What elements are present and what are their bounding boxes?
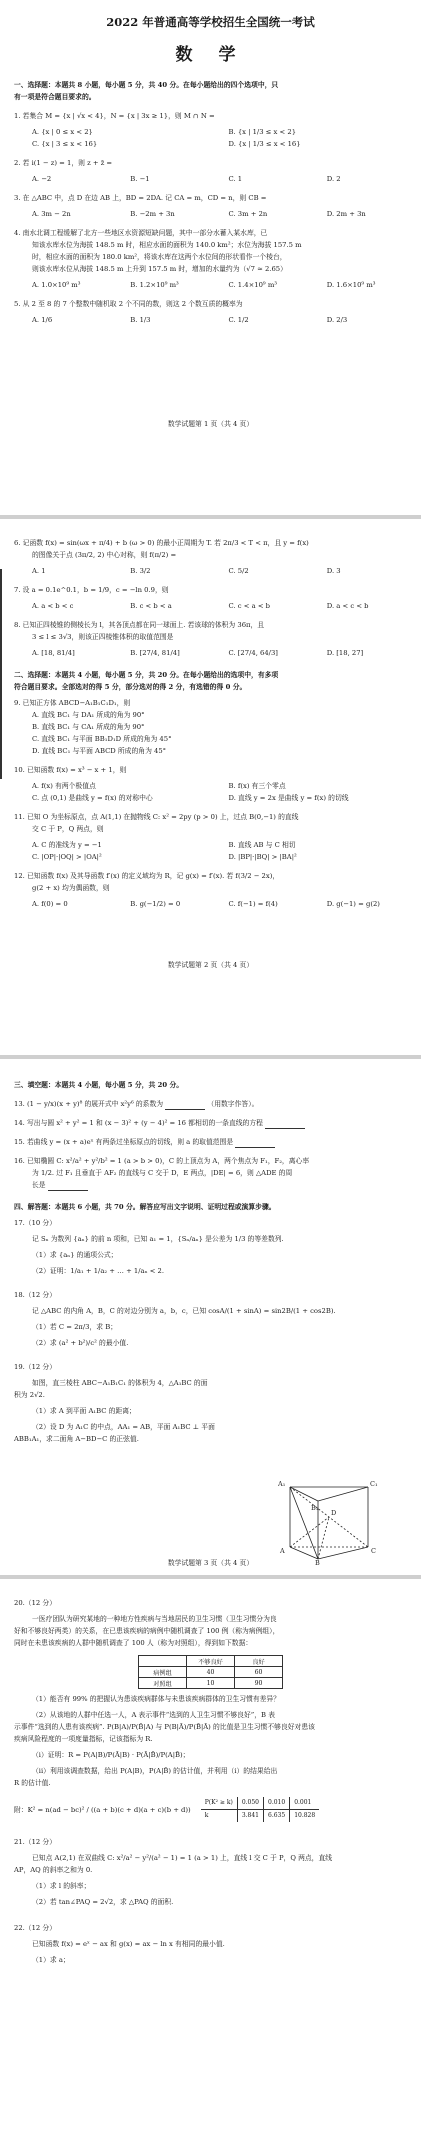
section-2-instructions [14, 669, 407, 693]
label-d: D [331, 1509, 337, 1517]
question-12-options [14, 898, 407, 910]
q1-option-b: B. {x | 1/3 ≤ x < 2} [228, 128, 297, 136]
question-20-part-2a: （2）从该地的人群中任选一人，A 表示事件“选到的人卫生习惯不够良好”，B 表 [32, 1711, 275, 1719]
survey-data-table [138, 1655, 283, 1689]
q2-option-c: C. 1 [228, 175, 243, 183]
q11-line-1: 11. 已知 O 为坐标原点，点 A(1,1) 在抛物线 C: x² = 2py (p > 0) 上，过点 B(0,−1) 的直线 [14, 813, 299, 821]
q11-option-d: D. |BP|·|BQ| > |BA|² [228, 853, 297, 861]
question-20-part-2b: 示事件“选到的人患有该疾病”. P(B|A)/P(B̄|A) 与 P(B|Ā)/P(B̄|Ā) 的比值是卫生习惯不够良好对患该 [14, 1723, 315, 1731]
q13-text: 13. (1 − y/x)(x + y)⁸ 的展开式中 x²y⁶ 的系数为 [14, 1100, 164, 1108]
q1-option-c: C. {x | 3 ≤ x < 16} [32, 140, 98, 148]
exam-page-4 [0, 1579, 421, 2130]
q12-line-2: g(2 + x) 均为偶函数，则 [32, 884, 110, 892]
q7-option-b: B. c < b < a [130, 602, 172, 610]
question-4 [14, 227, 407, 275]
q6-option-b: B. 3/2 [130, 567, 151, 575]
section-4-lead: 四、解答题：本题共 6 小题，共 70 分。解答应写出文字说明、证明过程或演算步骤。 [14, 1203, 276, 1211]
section-1-cont: 有一项是符合题目要求的。 [14, 93, 96, 101]
table-cell: 6.635 [264, 1810, 290, 1823]
q10-option-a: A. f(x) 有两个极值点 [32, 782, 96, 790]
scan-edge-line [0, 569, 2, 779]
q4-option-d: D. 1.6×10⁹ m³ [326, 281, 376, 289]
question-20-part-ii-b: R 的估计值. [14, 1779, 51, 1787]
table-cell: 对照组 [139, 1678, 187, 1689]
question-16 [14, 1155, 407, 1191]
question-12 [14, 870, 407, 894]
q9-option-d: D. 直线 BC₁ 与平面 ABCD 所成的角为 45° [32, 747, 167, 755]
label-c1: C₁ [370, 1480, 378, 1488]
q5-option-c: C. 1/2 [228, 316, 249, 324]
q8-line-1: 8. 已知正四棱锥的侧棱长为 l，其各顶点都在同一球面上. 若该球的体积为 36π，且 [14, 621, 265, 629]
q16-line-1: 16. 已知椭圆 C: x²/a² + y²/b² = 1 (a > b > 0)，C 的上顶点为 A，两个焦点为 F₁，F₂，离心率 [14, 1157, 310, 1165]
question-13 [14, 1098, 407, 1110]
q12-option-a: A. f(0) = 0 [32, 900, 68, 908]
label-a: A [280, 1547, 285, 1555]
table-cell: 10.828 [290, 1810, 320, 1823]
question-20-heading: 20.（12 分） [14, 1599, 57, 1607]
q3-option-c: C. 3m + 2n [228, 210, 268, 218]
page-2-footer: 数学试题第 2 页（共 4 页） [167, 961, 254, 969]
table-cell: 0.050 [237, 1797, 263, 1810]
q5-option-d: D. 2/3 [326, 316, 348, 324]
q3-option-b: B. −2m + 3n [130, 210, 175, 218]
question-20-intro [14, 1613, 407, 1649]
table-cell: 0.010 [264, 1797, 290, 1810]
question-18-part-2: （2）求 (a² + b²)/c² 的最小值. [32, 1339, 129, 1347]
q7-option-a: A. a < b < c [32, 602, 74, 610]
q21-line-2: AP，AQ 的斜率之和为 0. [14, 1866, 93, 1874]
question-17-part-1: （1）求 {aₙ} 的通项公式； [32, 1251, 118, 1259]
label-b: B [315, 1559, 320, 1565]
q11-option-c: C. |OP|·|OQ| > |OA|² [32, 853, 102, 861]
q19-line-1: 如图，直三棱柱 ABC−A₁B₁C₁ 的体积为 4，△A₁BC 的面 [32, 1379, 208, 1387]
section-2-lead: 二、选择题：本题共 4 小题，每小题 5 分，共 20 分。在每小题给出的选项中，有多项 [14, 671, 279, 679]
question-10-options [14, 780, 407, 804]
page-3-footer: 数学试题第 3 页（共 4 页） [167, 1559, 254, 1567]
section-4-instructions [14, 1201, 407, 1213]
q2-option-d: D. 2 [326, 175, 341, 183]
q9-option-b: B. 直线 BC₁ 与 CA₁ 所成的角为 90° [32, 723, 145, 731]
q14-text: 14. 写出与圆 x² + y² = 1 和 (x − 3)² + (y − 4)² = 16 都相切的一条直线的方程 [14, 1119, 263, 1127]
question-5-options [14, 314, 407, 326]
q7-option-d: D. a < c < b [326, 602, 369, 610]
q15-answer-blank [235, 1140, 275, 1148]
q14-answer-blank [265, 1121, 305, 1129]
q8-line-2: 3 ≤ l ≤ 3√3，则该正四棱锥体积的取值范围是 [32, 633, 174, 641]
table-header-cell: 良好 [235, 1656, 283, 1667]
question-19-part-2a: （2）设 D 为 A₁C 的中点，AA₁ = AB，平面 A₁BC ⊥ 平面 [32, 1423, 215, 1431]
question-14 [14, 1117, 407, 1129]
q4-line-2: 知该水库水位为海拔 148.5 m 时，相应水面的面积为 140.0 km²；水位为海拔 157.5 m [32, 241, 302, 249]
question-11 [14, 811, 407, 835]
question-9-options [14, 709, 407, 757]
q3-option-d: D. 2m + 3n [326, 210, 366, 218]
question-6-options [14, 565, 407, 577]
segment-a-d [290, 1517, 329, 1547]
q11-option-b: B. 直线 AB 与 C 相切 [228, 841, 296, 849]
q8-option-c: C. [27/4, 64/3] [228, 649, 278, 657]
question-22-part-1: （1）求 a； [32, 1956, 70, 1964]
question-15 [14, 1136, 407, 1148]
question-8 [14, 619, 407, 643]
section-1-instructions [14, 79, 407, 103]
table-cell: 3.841 [237, 1810, 263, 1823]
table-header-row [139, 1656, 283, 1667]
table-cell: 10 [187, 1678, 235, 1689]
question-8-options [14, 647, 407, 659]
question-21-heading: 21.（12 分） [14, 1838, 57, 1846]
q12-option-d: D. g(−1) = g(2) [326, 900, 380, 908]
q8-option-d: D. [18, 27] [326, 649, 364, 657]
section-3-instructions [14, 1079, 407, 1091]
critical-value-table [201, 1797, 319, 1822]
label-a1: A₁ [278, 1480, 286, 1488]
table-cell: P(K² ≥ k) [201, 1797, 238, 1810]
q5-option-b: B. 1/3 [130, 316, 151, 324]
question-2: 2. 若 i(1 − z) = 1，则 z + z̄ = [14, 159, 113, 167]
section-1-lead: 一、选择题：本题共 8 小题，每小题 5 分，共 40 分。在每小题给出的四个选项中，只 [14, 81, 279, 89]
q8-option-a: A. [18, 81/4] [32, 649, 75, 657]
table-cell: 60 [235, 1667, 283, 1678]
label-c: C [371, 1547, 376, 1555]
question-3: 3. 在 △ABC 中，点 D 在边 AB 上，BD = 2DA. 记 CA = m，CD = n，则 CB = [14, 194, 267, 202]
question-20-part-i: （i）证明：R = P(A|B)/P(Ā|B) · P(Ā|B̄)/P(A|B̄)； [32, 1751, 190, 1759]
table-row [201, 1797, 319, 1810]
question-20-part-ii-a: （ii）利用该调查数据，给出 P(A|B)，P(A|B̄) 的估计值，并利用（i）的结果给出 [32, 1767, 278, 1775]
question-19-heading: 19.（12 分） [14, 1363, 57, 1371]
q7-option-c: C. c < a < b [228, 602, 271, 610]
segment-b-d [318, 1517, 329, 1559]
q9-option-c: C. 直线 BC₁ 与平面 BB₁D₁D 所成的角为 45° [32, 735, 172, 743]
question-21-part-1: （1）求 l 的斜率； [32, 1882, 91, 1890]
question-9: 9. 已知正方体 ABCD−A₁B₁C₁D₁，则 [14, 699, 131, 707]
q20-line-1: 一医疗团队为研究某地的一种地方性疾病与当地居民的卫生习惯（卫生习惯分为良 [32, 1615, 277, 1623]
edge-b1-c1 [318, 1487, 368, 1501]
section-2-cont: 符合题目要求。全部选对的得 5 分，部分选对的得 2 分，有选错的得 0 分。 [14, 683, 247, 691]
q20-line-3: 同时在未患该疾病的人群中随机调查了 100 人（称为对照组），得到如下数据： [14, 1639, 253, 1647]
question-4-options [14, 279, 407, 291]
question-19-text [14, 1377, 269, 1445]
subject-title: 数 学 [175, 45, 246, 65]
q16-line-3: 长是 [32, 1181, 46, 1189]
question-18-body: 记 △ABC 的内角 A，B，C 的对边分别为 a，b，c，已知 cosA/(1 + sinA) = sin2B/(1 + cos2B). [32, 1307, 336, 1315]
question-6 [14, 537, 407, 561]
table-cell: k [204, 1812, 209, 1819]
exam-page-2 [0, 519, 421, 1055]
question-7-options [14, 600, 407, 612]
q10-option-b: B. f(x) 有三个零点 [228, 782, 286, 790]
question-3-options [14, 208, 407, 220]
question-18-part-1: （1）若 C = 2π/3，求 B； [32, 1323, 118, 1331]
question-17-body: 记 Sₙ 为数列 {aₙ} 的前 n 项和，已知 a₁ = 1，{Sₙ/aₙ} 是公差为 1/3 的等差数列. [32, 1235, 284, 1243]
table-cell: 0.001 [290, 1797, 320, 1810]
question-1-options [14, 126, 407, 150]
q4-option-b: B. 1.2×10⁹ m³ [130, 281, 179, 289]
section-3-lead: 三、填空题：本题共 4 小题，每小题 5 分，共 20 分。 [14, 1081, 184, 1089]
q2-option-b: B. −1 [130, 175, 150, 183]
q6-option-d: D. 3 [326, 567, 341, 575]
question-21-part-2: （2）若 tan∠PAQ = 2√2，求 △PAQ 的面积. [32, 1898, 174, 1906]
q2-option-a: A. −2 [32, 175, 52, 183]
table-cell: 90 [235, 1678, 283, 1689]
q12-option-b: B. g(−1/2) = 0 [130, 900, 181, 908]
k-squared-formula: 附：K² = n(ad − bc)² / ((a + b)(c + d)(a + c)(b + d)) [14, 1805, 191, 1814]
q3-option-a: A. 3m − 2n [32, 210, 71, 218]
q16-answer-blank [48, 1183, 88, 1191]
q10-option-c: C. 点 (0,1) 是曲线 y = f(x) 的对称中心 [32, 794, 153, 802]
question-1: 1. 若集合 M = {x | √x < 4}，N = {x | 3x ≥ 1}，则 M ∩ N = [14, 112, 215, 120]
q4-line-4: 则该水库水位从海拔 148.5 m 上升到 157.5 m 时，增加的水量约为（√7 ≈ 2.65） [32, 265, 287, 273]
q16-line-2: 为 1/2. 过 F₁ 且垂直于 AF₂ 的直线与 C 交于 D，E 两点，|DE| = 6，则 △ADE 的周 [32, 1169, 293, 1177]
q13-tail: （用数字作答）。 [207, 1100, 259, 1108]
question-17-heading: 17.（10 分） [14, 1219, 57, 1227]
q13-answer-blank [165, 1102, 205, 1110]
table-header-cell [139, 1656, 187, 1667]
exam-page-1 [0, 0, 421, 515]
q15-text: 15. 若曲线 y = (x + a)eˣ 有两条过坐标原点的切线，则 a 的取值范围是 [14, 1138, 234, 1146]
q6-option-c: C. 5/2 [228, 567, 249, 575]
q9-option-a: A. 直线 BC₁ 与 DA₁ 所成的角为 90° [32, 711, 145, 719]
q10-option-d: D. 直线 y = 2x 是曲线 y = f(x) 的切线 [228, 794, 349, 802]
q4-option-a: A. 1.0×10⁹ m³ [32, 281, 81, 289]
question-19-part-2b: ABB₁A₁，求二面角 A−BD−C 的正弦值. [14, 1435, 139, 1443]
question-11-options [14, 839, 407, 863]
q22-line-1: 已知函数 f(x) = eˣ − ax 和 g(x) = ax − ln x 有相同的最小值. [32, 1940, 225, 1948]
table-row [139, 1678, 283, 1689]
q21-line-1: 已知点 A(2,1) 在双曲线 C: x²/a² − y²/(a² − 1) = 1 (a > 1) 上，直线 l 交 C 于 P，Q 两点，直线 [32, 1854, 333, 1862]
q12-line-1: 12. 已知函数 f(x) 及其导函数 f′(x) 的定义域均为 R，记 g(x) = f′(x). 若 f(3/2 − 2x)， [14, 872, 280, 880]
q1-option-a: A. {x | 0 ≤ x < 2} [32, 128, 93, 136]
page-1-footer: 数学试题第 1 页（共 4 页） [167, 420, 254, 428]
exam-page-3 [0, 1059, 421, 1575]
prism-figure [278, 1477, 388, 1565]
question-7: 7. 设 a = 0.1e^0.1，b = 1/9，c = −ln 0.9，则 [14, 586, 169, 594]
q12-option-c: C. f(−1) = f(4) [228, 900, 278, 908]
q1-option-d: D. {x | 1/3 ≤ x < 16} [228, 140, 301, 148]
question-20-part-1: （1）能否有 99% 的把握认为患该疾病群体与未患该疾病群体的卫生习惯有差异？ [32, 1695, 281, 1703]
table-row [139, 1667, 283, 1678]
q11-line-2: 交 C 于 P，Q 两点，则 [32, 825, 104, 833]
exam-title: 2022 年普通高等学校招生全国统一考试 [106, 15, 315, 29]
q19-line-2: 积为 2√2. [14, 1391, 45, 1399]
q8-option-b: B. [27/4, 81/4] [130, 649, 180, 657]
q4-option-c: C. 1.4×10⁹ m³ [228, 281, 277, 289]
table-cell: 病例组 [139, 1667, 187, 1678]
reference-formula-row [14, 1797, 407, 1822]
question-20-part-2c: 疾病风险程度的一项度量指标，记该指标为 R. [14, 1735, 153, 1743]
table-header-cell: 不够良好 [187, 1656, 235, 1667]
q6-line-2: 的图像关于点 (3π/2, 2) 中心对称，则 f(π/2) = [32, 551, 177, 559]
q6-option-a: A. 1 [32, 567, 46, 575]
question-17-part-2: （2）证明：1/a₁ + 1/a₂ + … + 1/aₙ < 2. [32, 1267, 165, 1275]
q4-line-1: 4. 南水北调工程缓解了北方一些地区水资源短缺问题，其中一部分水蓄入某水库，已 [14, 229, 268, 237]
q6-line-1: 6. 记函数 f(x) = sin(ωx + π/4) + b (ω > 0) 的最小正周期为 T. 若 2π/3 < T < π，且 y = f(x) [14, 539, 309, 547]
table-row [201, 1810, 319, 1823]
question-10: 10. 已知函数 f(x) = x³ − x + 1，则 [14, 766, 127, 774]
question-2-options [14, 173, 407, 185]
q11-option-a: A. C 的准线为 y = −1 [32, 841, 102, 849]
q4-line-3: 时，相应水面的面积为 180.0 km²，将该水库在这两个水位间的形状看作一个棱台， [32, 253, 287, 261]
question-19-part-1: （1）求 A 到平面 A₁BC 的距离； [32, 1407, 136, 1415]
question-22-heading: 22.（12 分） [14, 1924, 57, 1932]
q5-option-a: A. 1/6 [32, 316, 53, 324]
label-b1: B₁ [311, 1504, 319, 1512]
q20-line-2: 好和不够良好两类）的关系，在已患该疾病的病例中随机调查了 100 例（称为病例组）， [14, 1627, 280, 1635]
question-5: 5. 从 2 至 8 的 7 个整数中随机取 2 个不同的数，则这 2 个数互质的概率为 [14, 300, 243, 308]
question-18-heading: 18.（12 分） [14, 1291, 57, 1299]
table-cell: 40 [187, 1667, 235, 1678]
